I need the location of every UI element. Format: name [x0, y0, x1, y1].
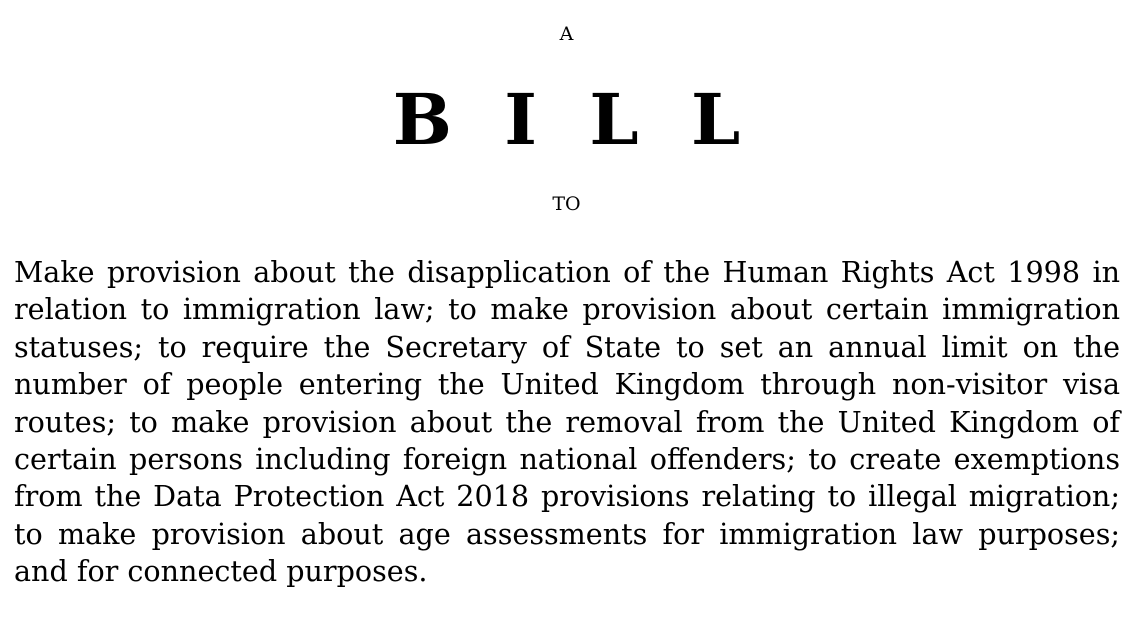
bill-long-title: Make provision about the disapplication of the Human Rights Act 1998 in relation to immigration law; to make provision about certain immigration statuses; to require the Secretary of State to set an annual limit on the number of people entering the United Kingdom through non-visitor visa routes; to make provision about the removal from the United Kingdom of certain persons including foreign national offenders; to create exemptions from the Data Protection Act 2018 provisions relating to illegal migration; to make provision about age assessments for immigration law purposes; and for connected purposes.: [14, 255, 1120, 589]
bill-article: A: [559, 23, 574, 45]
bill-connector: TO: [552, 193, 581, 215]
bill-heading: B I L L: [392, 78, 755, 161]
